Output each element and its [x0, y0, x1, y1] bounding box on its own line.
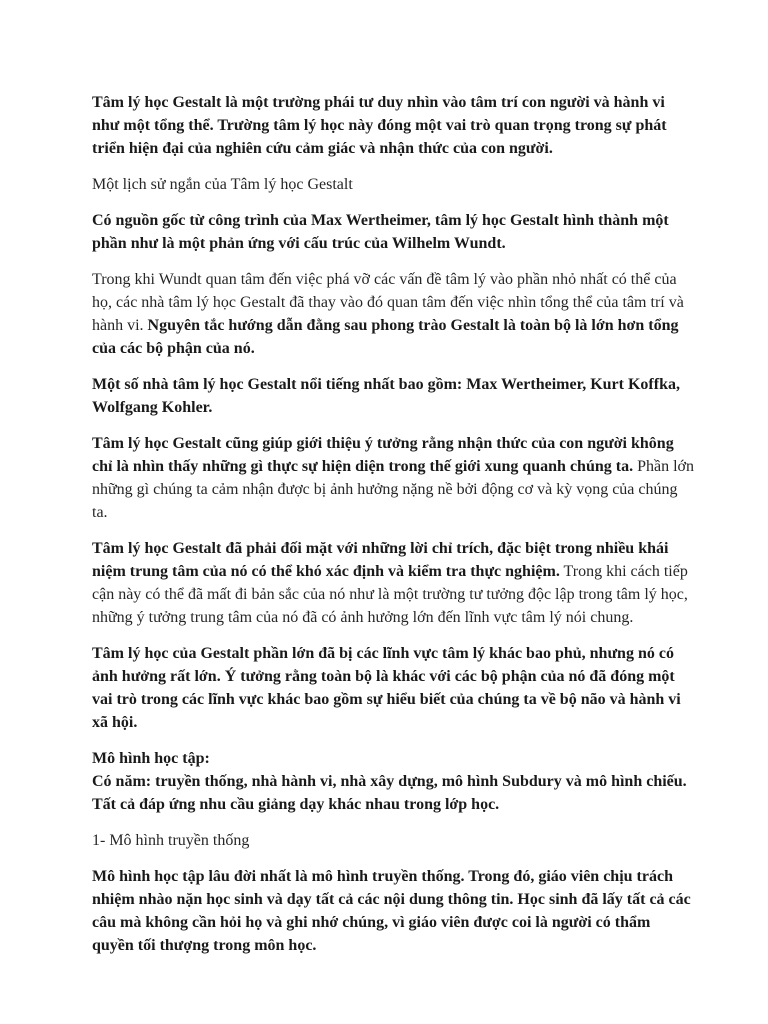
learning-models-text: Có năm: truyền thống, nhà hành vi, nhà xây dựng, mô hình Subdury và mô hình chiếu. Tất cả đáp ứng nhu cầu giảng dạy khác nhau trong lớp học. [92, 773, 687, 813]
paragraph-origin: Có nguồn gốc từ công trình của Max Wertheimer, tâm lý học Gestalt hình thành một phần như là một phản ứng với cấu trúc của Wilhelm Wundt. [92, 212, 669, 252]
paragraph-perception-bold: Tâm lý học Gestalt cũng giúp giới thiệu ý tưởng rằng nhận thức của con người không chỉ là nhìn thấy những gì thực sự hiện diện trong thế giới xung quanh chúng ta. [92, 435, 674, 475]
heading-history: Một lịch sử ngắn của Tâm lý học Gestalt [92, 176, 353, 193]
paragraph-perception-normal: Phần lớn những gì chúng ta cảm nhận được bị ảnh hưởng nặng nề bởi động cơ và kỳ vọng của chúng ta. [92, 458, 694, 521]
paragraph-criticism [92, 537, 696, 629]
paragraph-influence: Tâm lý học của Gestalt phần lớn đã bị các lĩnh vực tâm lý khác bao phủ, nhưng nó có ảnh hưởng rất lớn. Ý tưởng rằng toàn bộ là khác với các bộ phận của nó đã đóng một vai trò trong các lĩnh vực khác bao gồm sự hiểu biết của chúng ta về bộ não và hành vi xã hội. [92, 645, 681, 731]
paragraph-famous-psychologists: Một số nhà tâm lý học Gestalt nổi tiếng nhất bao gồm: Max Wertheimer, Kurt Koffka, Wolfgang Kohler. [92, 376, 680, 416]
paragraph-traditional-model: Mô hình học tập lâu đời nhất là mô hình truyền thống. Trong đó, giáo viên chịu trách nhiệm nhào nặn học sinh và dạy tất cả các nội dung thông tin. Học sinh đã lấy tất cả các câu mà không cần hỏi họ và ghi nhớ chúng, vì giáo viên được coi là người có thẩm quyền tối thượng trong môn học. [92, 868, 691, 954]
paragraph-perception [92, 432, 696, 524]
heading-traditional-model: 1- Mô hình truyền thống [92, 832, 250, 849]
paragraph-intro: Tâm lý học Gestalt là một trường phái tư duy nhìn vào tâm trí con người và hành vi như một tổng thể. Trường tâm lý học này đóng một vai trò quan trọng trong sự phát triển hiện đại của nghiên cứu cảm giác và nhận thức của con người. [92, 94, 667, 157]
paragraph-criticism-normal: Trong khi cách tiếp cận này có thể đã mất đi bản sắc của nó như là một trường tư tưởng độc lập trong tâm lý học, những ý tưởng trung tâm của nó đã có ảnh hưởng lớn đến lĩnh vực tâm lý nói chung. [92, 563, 688, 626]
paragraph-learning-models [92, 747, 696, 816]
learning-models-heading: Mô hình học tập: [92, 750, 210, 767]
paragraph-wundt-bold: Nguyên tắc hướng dẫn đằng sau phong trào Gestalt là toàn bộ là lớn hơn tổng của các bộ phận của nó. [92, 317, 679, 357]
paragraph-wundt [92, 268, 696, 360]
paragraph-criticism-bold: Tâm lý học Gestalt đã phải đối mặt với những lời chỉ trích, đặc biệt trong nhiều khái niệm trung tâm của nó có thể khó xác định và kiểm tra thực nghiệm. [92, 540, 669, 580]
paragraph-wundt-normal: Trong khi Wundt quan tâm đến việc phá vỡ các vấn đề tâm lý vào phần nhỏ nhất có thể của họ, các nhà tâm lý học Gestalt đã thay vào đó quan tâm đến việc nhìn tổng thể của tâm trí và hành vi. [92, 271, 684, 334]
